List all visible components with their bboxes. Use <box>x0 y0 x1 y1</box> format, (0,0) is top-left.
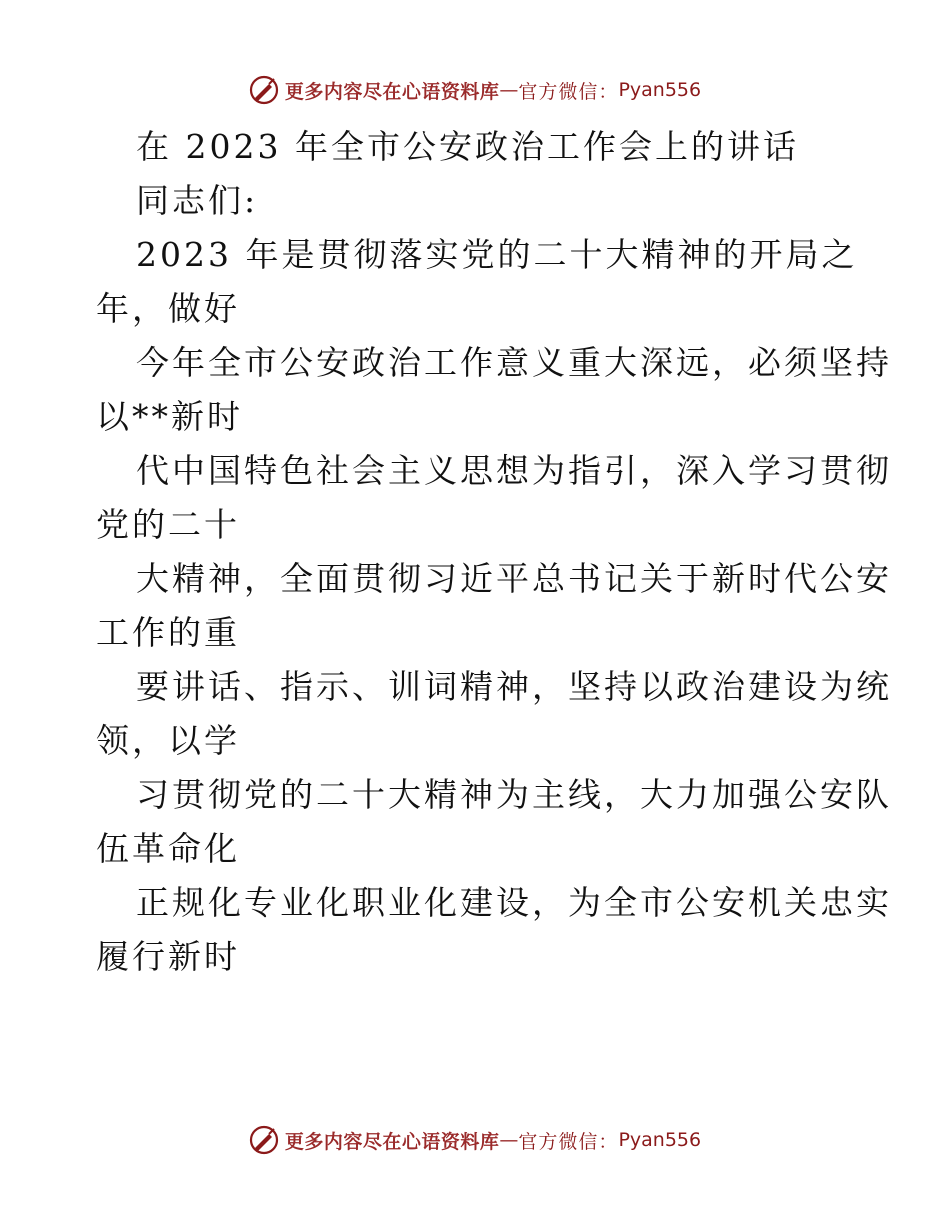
body-line: 党的二十 <box>96 505 240 544</box>
banner-wechat-id: Pyan556 <box>618 1129 702 1151</box>
banner-wechat-label: 官方微信： <box>518 1130 619 1153</box>
body-line: 要讲话、指示、训词精神，坚持以政治建设为统 <box>136 667 892 706</box>
footer-banner <box>0 1120 950 1160</box>
banner-wechat-id: Pyan556 <box>618 79 702 101</box>
document-title: 在 2023 年全市公安政治工作会上的讲话 <box>136 127 799 166</box>
body-line: 领，以学 <box>96 721 240 760</box>
document-body <box>96 120 892 984</box>
banner-wechat-label: 官方微信： <box>518 80 619 103</box>
banner-dash: — <box>499 79 519 101</box>
banner-dash: — <box>499 1129 519 1151</box>
body-line: 以**新时 <box>96 397 243 436</box>
body-line: 工作的重 <box>96 613 240 652</box>
body-line: 履行新时 <box>96 937 240 976</box>
quill-logo-icon <box>249 1125 279 1155</box>
body-line: 大精神，全面贯彻习近平总书记关于新时代公安 <box>136 559 892 598</box>
body-line: 习贯彻党的二十大精神为主线，大力加强公安队 <box>136 775 892 814</box>
body-line: 正规化专业化职业化建设，为全市公安机关忠实 <box>136 883 892 922</box>
body-line: 今年全市公安政治工作意义重大深远，必须坚持 <box>136 343 892 382</box>
body-line: 2023 年是贯彻落实党的二十大精神的开局之 <box>136 235 858 274</box>
header-banner <box>0 70 950 110</box>
quill-logo-icon <box>249 75 279 105</box>
banner-brand: 更多内容尽在心语资料库 <box>284 1130 500 1153</box>
body-line: 年，做好 <box>96 289 240 328</box>
body-line: 伍革命化 <box>96 829 240 868</box>
body-line: 代中国特色社会主义思想为指引，深入学习贯彻 <box>136 451 892 490</box>
body-text <box>96 228 892 984</box>
salutation: 同志们: <box>136 181 259 220</box>
banner-brand: 更多内容尽在心语资料库 <box>284 80 500 103</box>
